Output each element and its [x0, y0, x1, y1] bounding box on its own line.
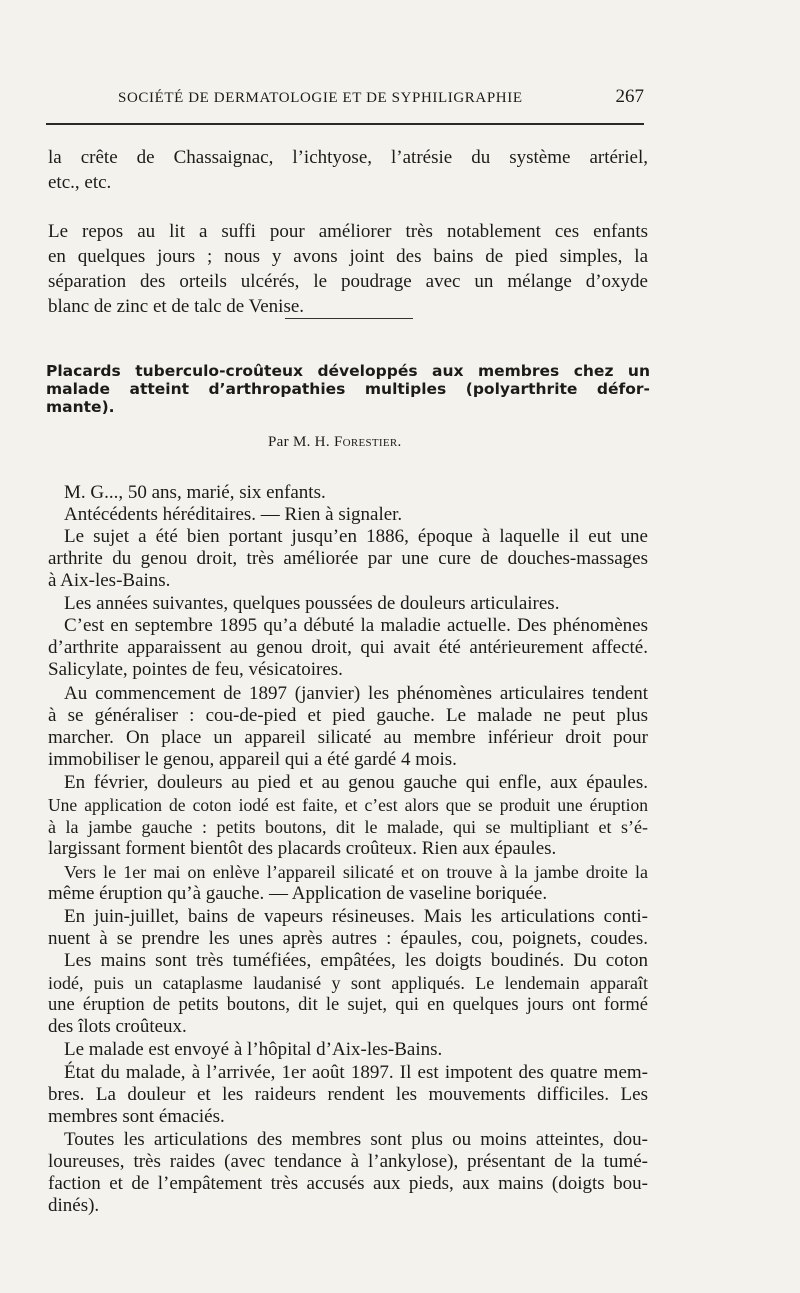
author-prefix: Par M. H.	[268, 434, 330, 450]
text-line: Le repos au lit a suffi pour améliorer très notablement ces enfants	[48, 221, 648, 242]
text-line: des îlots croûteux.	[48, 1016, 187, 1037]
running-header	[118, 86, 648, 114]
text-line: faction et de l’empâtement très accusés aux pieds, aux mains (doigts bou-	[48, 1173, 648, 1194]
text-line: Le malade est envoyé à l’hôpital d’Aix-les-Bains.	[64, 1039, 443, 1060]
text-line: Au commencement de 1897 (janvier) les phénomènes articulaires tendent	[64, 683, 648, 704]
author-name: Forestier.	[333, 434, 402, 450]
text-line: Salicylate, pointes de feu, vésicatoires.	[48, 659, 343, 680]
text-line: la crête de Chassaignac, l’ichtyose, l’atrésie du système artériel,	[48, 147, 648, 168]
text-line: Toutes les articulations des membres sont plus ou moins atteintes, dou-	[64, 1129, 648, 1150]
article-title-line: mante).	[46, 398, 115, 416]
text-line: Une application de coton iodé est faite, et c’est alors que se produit une éruption	[48, 795, 648, 815]
text-line: Les mains sont très tuméfiées, empâtées, les doigts boudinés. Du coton	[64, 950, 648, 971]
article-author	[268, 434, 402, 451]
text-line: une éruption de petits boutons, dit le sujet, qui en quelques jours ont formé	[48, 995, 648, 1015]
page-number: 267	[615, 86, 644, 107]
text-line: marcher. On place un appareil silicaté au membre inférieur droit pour	[48, 727, 648, 748]
text-line: État du malade, à l’arrivée, 1er août 1897. Il est impotent des quatre mem-	[64, 1062, 648, 1083]
text-line: à se généraliser : cou-de-pied et pied gauche. Le malade ne peut plus	[48, 705, 648, 726]
text-line: Les années suivantes, quelques poussées de douleurs articulaires.	[64, 593, 560, 614]
text-line: immobiliser le genou, appareil qui a été gardé 4 mois.	[48, 749, 457, 770]
text-line: Le sujet a été bien portant jusqu’en 1886, époque à laquelle il eut une	[64, 526, 648, 547]
text-line: dinés).	[48, 1195, 100, 1216]
text-line: C’est en septembre 1895 qu’a débuté la maladie actuelle. Des phénomènes	[64, 615, 648, 636]
text-line: même éruption qu’à gauche. — Application de vaseline boriquée.	[48, 883, 548, 904]
running-title: SOCIÉTÉ DE DERMATOLOGIE ET DE SYPHILIGRAPHIE	[118, 90, 523, 106]
text-line: à Aix-les-Bains.	[48, 570, 171, 591]
text-line: Vers le 1er mai on enlève l’appareil silicaté et on trouve à la jambe droite la	[64, 862, 648, 882]
text-line: d’arthrite apparaissent au genou droit, qui avait été antérieurement affecté.	[48, 637, 648, 658]
text-line: blanc de zinc et de talc de Venise.	[48, 296, 305, 317]
text-line: en quelques jours ; nous y avons joint des bains de pied simples, la	[48, 246, 648, 267]
text-line: à la jambe gauche : petits boutons, dit le malade, qui se multipliant et s’é-	[48, 817, 648, 837]
section-separator	[285, 318, 413, 319]
text-line: En juin-juillet, bains de vapeurs résineuses. Mais les articulations conti-	[64, 906, 648, 927]
header-rule	[46, 123, 644, 125]
text-line: membres sont émaciés.	[48, 1106, 225, 1127]
text-line: En février, douleurs au pied et au genou gauche qui enfle, aux épaules.	[64, 772, 648, 793]
text-line: iodé, puis un cataplasme laudanisé y sont appliqués. Le lendemain apparaît	[48, 973, 648, 993]
text-line: séparation des orteils ulcérés, le poudrage avec un mélange d’oxyde	[48, 271, 648, 292]
article-title-line: Placards tuberculo-croûteux développés aux membres chez un	[46, 362, 650, 380]
text-line: nuent à se prendre les unes après autres : épaules, cou, poignets, coudes.	[48, 928, 648, 949]
text-line: largissant forment bientôt des placards croûteux. Rien aux épaules.	[48, 838, 557, 859]
article-title-line: malade atteint d’arthropathies multiples (polyarthrite défor-	[46, 380, 650, 398]
text-line: Antécédents héréditaires. — Rien à signaler.	[64, 504, 403, 525]
text-line: M. G..., 50 ans, marié, six enfants.	[64, 482, 326, 503]
text-line: etc., etc.	[48, 172, 112, 193]
text-line: bres. La douleur et les raideurs rendent les mouvements difficiles. Les	[48, 1084, 648, 1105]
text-line: loureuses, très raides (avec tendance à l’ankylose), présentant de la tumé-	[48, 1151, 648, 1172]
text-line: arthrite du genou droit, très améliorée par une cure de douches-massages	[48, 548, 648, 569]
